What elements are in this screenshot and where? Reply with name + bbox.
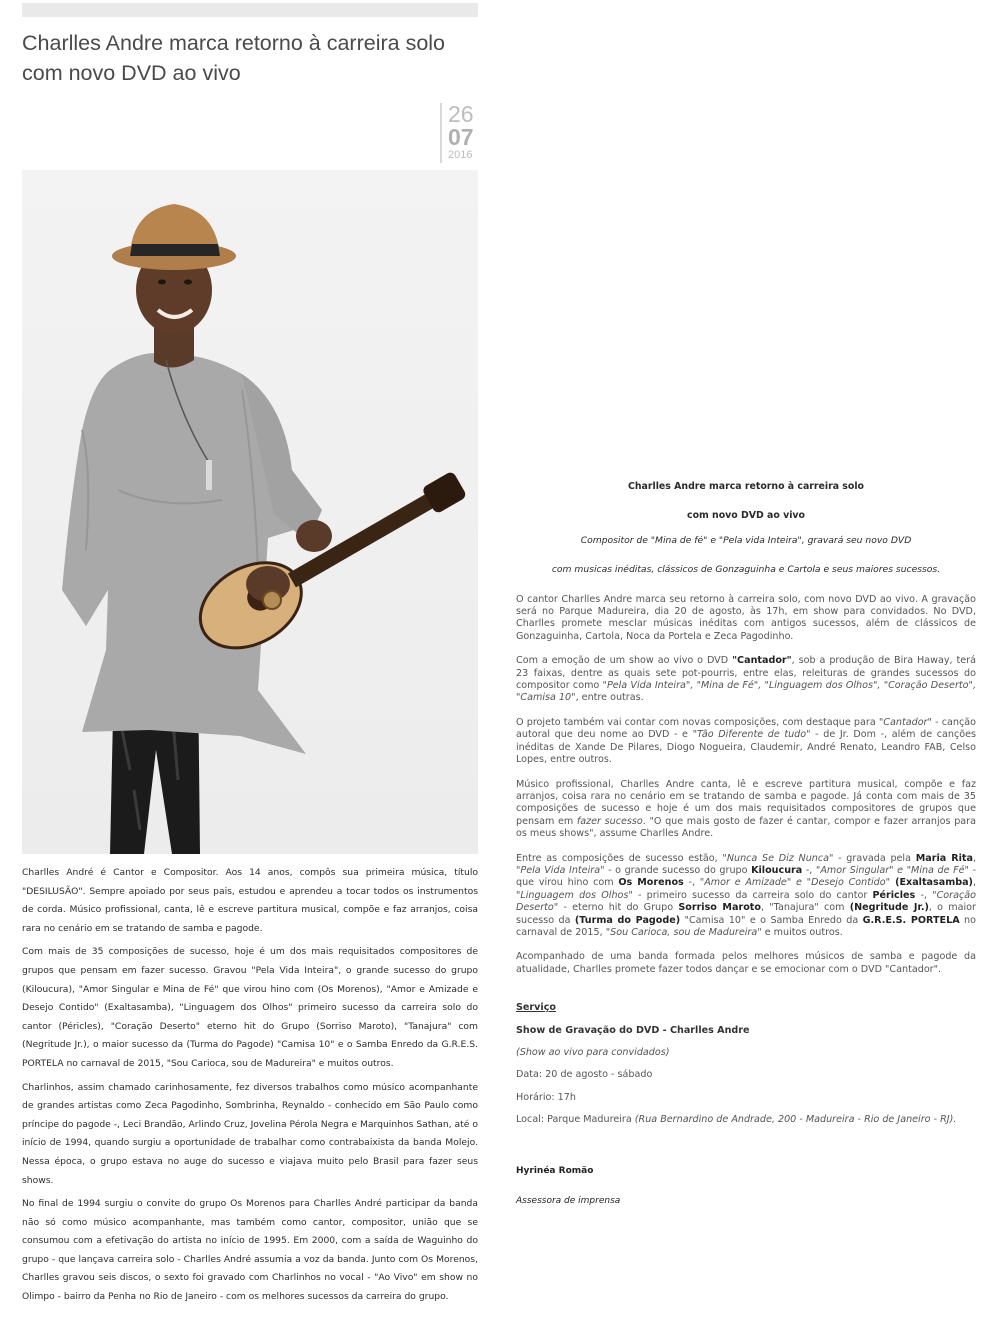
service-event: Show de Gravação do DVD - Charlles Andre: [516, 1024, 750, 1036]
p5-ae: "Sou Carioca, sou de Madureira": [605, 926, 762, 938]
left-article-body: [22, 864, 478, 1312]
release-paragraph-6: Acompanhado de uma banda formada pelos melhores músicos de samba e pagode da atualidade, Charlles promete fazer todos dançar e se emocionar com o DVD "Cantador".: [516, 951, 976, 975]
article-title: Charlles Andre marca retorno à carreira solo com novo DVD ao vivo: [22, 31, 446, 85]
p5-m: -,: [683, 877, 700, 889]
p5-s: Péricles: [872, 889, 916, 901]
p5-l: Os Morenos: [618, 877, 684, 889]
p5-j: "Amor Singular" e "Mina de Fé": [815, 864, 969, 876]
p5-y: (Negritude Jr.): [849, 902, 929, 914]
p4-part-c: . "O que mais gosto de fazer é cantar, compor e fazer arranjos para os meus shows", assume Charlles Andre.: [516, 815, 976, 840]
p3-part-e: - de Jr. Dom -, além de canções inéditas de Xande De Pilares, Diogo Nogueira, Claudemir, André Renato, Leandro FAB, Celso Lopes, entre outros.: [516, 729, 976, 766]
release-paragraph-2: [516, 655, 976, 705]
signer-name: Hyrinéa Romão: [516, 1165, 594, 1176]
p5-af: e muitos outros.: [761, 926, 843, 938]
p2-part-c: , sob a produção de Bira Haway, terá 23 faixas, dentre as quais sete pot-pourris, entre elas, releituras de grandes sucessos do compositor como: [516, 655, 976, 692]
p5-w: Sorriso Maroto: [678, 902, 761, 914]
p2-part-e: , entre outras.: [575, 692, 644, 704]
p5-t: -,: [915, 889, 933, 901]
p3-part-d: "Tão Diferente de tudo": [692, 729, 811, 741]
date-month: 07: [448, 124, 474, 150]
p4-part-b: fazer sucesso: [576, 815, 643, 827]
release-paragraph-4: [516, 779, 976, 841]
p5-ac: G.R.E.S. PORTELA: [862, 914, 960, 926]
left-paragraph-4: No final de 1994 surgiu o convite do grupo Os Morenos para Charlles André participar da banda não só como músico acompanhante, mas também como cantor, compositor, união que se consumou com a efetivação do artista no início de 1995. Em 2000, com a saída de Waguinho do grupo - que lançava carreira solo - Charlles André assumia a voz da banda. Junto com Os Morenos, Charlles gravou seis discos, o sexto foi gravado com Charlinhos no vocal - "Ao Vivo" em show no Olimpo - bairro da Penha no Rio de Janeiro - com os melhores sucessos da carreira do grupo.: [22, 1198, 478, 1303]
p5-q: "Linguagem dos Olhos": [516, 889, 633, 901]
date-year: 2016: [448, 149, 473, 161]
release-heading-2: com novo DVD ao vivo: [687, 510, 805, 522]
p5-i: -,: [802, 864, 816, 876]
p5-ad: no carnaval de 2015,: [516, 914, 976, 938]
service-title: Serviço: [516, 1002, 556, 1014]
p2-part-d: "Pela Vida Inteira", "Mina de Fé", "Linguagem dos Olhos", "Coração Deserto", "Camisa 10": [516, 680, 976, 704]
p5-x: , "Tanajura" com: [760, 902, 850, 914]
p5-v: - eterno hit do Grupo: [558, 902, 679, 914]
p5-r: - primeiro sucesso da carreira solo do cantor: [632, 889, 873, 901]
release-paragraph-3: [516, 717, 976, 767]
p5-g: - o grande sucesso do grupo: [604, 864, 752, 876]
p5-o: (Exaltasamba): [890, 877, 973, 889]
left-paragraph-3: Charlinhos, assim chamado carinhosamente, fez diversos trabalhos como músico acompanhante de grandes artistas como Zeca Pagodinho, Sombrinha, Reynaldo - conhecido em São Paulo como príncipe do pagode -, Leci Brandão, Arlindo Cruz, Jovelina Pérola Negra e Marquinhos Sathan, até o início de 1994, quando surgiu a oportunidade de trabalhar como contrabaixista da banda Molejo. Nessa época, o grupo estava no auge do sucesso e viajava muito pelo Brasil para fazer seus shows.: [22, 1081, 478, 1186]
p5-u: "Coração Deserto": [516, 889, 976, 914]
p5-e: ,: [972, 852, 976, 864]
release-paragraph-1: O cantor Charlles Andre marca seu retorno à carreira solo, com novo DVD ao vivo. A gravação será no Parque Madureira, dia 20 de agosto, às 17h, em show para convidados. No DVD, Charlles promete mesclar músicas inéditas com antigos sucessos, além de clássicos de Gonzaguinha, Cartola, Noca da Portela e Zeca Pagodinho.: [516, 593, 976, 642]
p5-c: - gravada pela: [833, 852, 916, 864]
p2-part-a: Com a emoção de um show ao vivo o DVD: [516, 655, 733, 667]
p5-f: "Pela Vida Inteira": [516, 864, 605, 876]
service-date: Data: 20 de agosto - sábado: [516, 1069, 653, 1081]
release-subtitle-1: Compositor de "Mina de fé" e "Pela vida Inteira", gravará seu novo DVD: [580, 534, 912, 546]
p5-a: Entre as composições de sucesso estão,: [516, 852, 723, 864]
right-press-release: [516, 481, 976, 1207]
p5-b: "Nunca Se Diz Nunca": [722, 852, 834, 864]
article-date: [440, 103, 488, 163]
p5-d: Maria Rita: [915, 852, 973, 864]
signer-role: Assessora de imprensa: [516, 1196, 621, 1207]
p3-part-c: - canção autoral que deu nome ao DVD - e: [516, 716, 976, 741]
release-heading-1: Charlles Andre marca retorno à carreira solo: [628, 481, 864, 492]
p2-part-b: "Cantador": [732, 655, 792, 667]
left-paragraph-2: Com mais de 35 composições de sucesso, hoje é um dos mais requisitados compositores de grupos que pensam em fazer sucesso. Gravou "Pela Vida Inteira", o grande sucesso do grupo (Kiloucura), "Amor Singular e Mina de Fé" que virou hino com (Os Morenos), "Amor e Amizade e Desejo Contido" (Exaltasamba), "Linguagem dos Olhos" primeiro sucesso da carreira solo do cantor (Péricles), "Coração Deserto" eterno hit do Grupo (Sorriso Maroto), "Tanajura" com (Negritude Jr.), o maior sucesso da (Turma do Pagode) "Camisa 10" e o Samba Enredo da G.R.E.S. PORTELA no carnaval de 2015, "Sou Carioca, sou de Madureira" e muitos outros.: [22, 946, 478, 1069]
date-day: 26: [448, 101, 474, 127]
p3-part-b: "Cantador": [878, 716, 932, 728]
p5-aa: (Turma do Pagode): [574, 914, 681, 926]
p5-ab: "Camisa 10" e o Samba Enredo da: [680, 914, 863, 926]
service-place-label: Local: Parque Madureira: [516, 1114, 635, 1126]
top-bar: [22, 3, 478, 17]
p5-k: - que virou hino com: [516, 864, 976, 889]
service-place-address: (Rua Bernardino de Andrade, 200 - Madureira - Rio de Janeiro - RJ).: [634, 1114, 957, 1126]
p5-p: ,: [972, 877, 976, 889]
service-invite: (Show ao vivo para convidados): [516, 1047, 670, 1058]
release-paragraph-5: [516, 853, 976, 940]
p5-n: "Amor e Amizade" e "Desejo Contido": [699, 877, 891, 889]
artist-photo: [22, 170, 478, 854]
release-subtitle-2: com musicas inéditas, clássicos de Gonzaguinha e Cartola e seus maiores sucessos.: [551, 564, 941, 576]
p3-part-a: O projeto também vai contar com novas composições, com destaque para: [516, 716, 879, 728]
p5-h: Kiloucura: [751, 864, 803, 876]
left-paragraph-1: Charlles André é Cantor e Compositor. Aos 14 anos, compôs sua primeira música, título "DESILUSÃO". Sempre apoiado por seus pais, estudou e aprendeu a tocar todos os instrumentos de corda. Músico profissional, canta, lê e escreve partitura musical, compõe e faz arranjos, coisa rara no cenário em se tratando de samba e pagode.: [22, 867, 478, 934]
p5-z: , o maior sucesso da: [516, 902, 976, 926]
service-place: [516, 1114, 976, 1126]
service-time: Horário: 17h: [516, 1091, 576, 1103]
p4-part-a: Músico profissional, Charlles Andre canta, lê e escreve partitura musical, compõe e faz arranjos, coisa rara no cenário em se tratando de samba e pagode. Já conta com mais de 35 composições de sucesso e hoje é um dos mais requisitados compositores de grupos que pensam em: [516, 778, 976, 827]
artist-illustration: [22, 170, 478, 854]
